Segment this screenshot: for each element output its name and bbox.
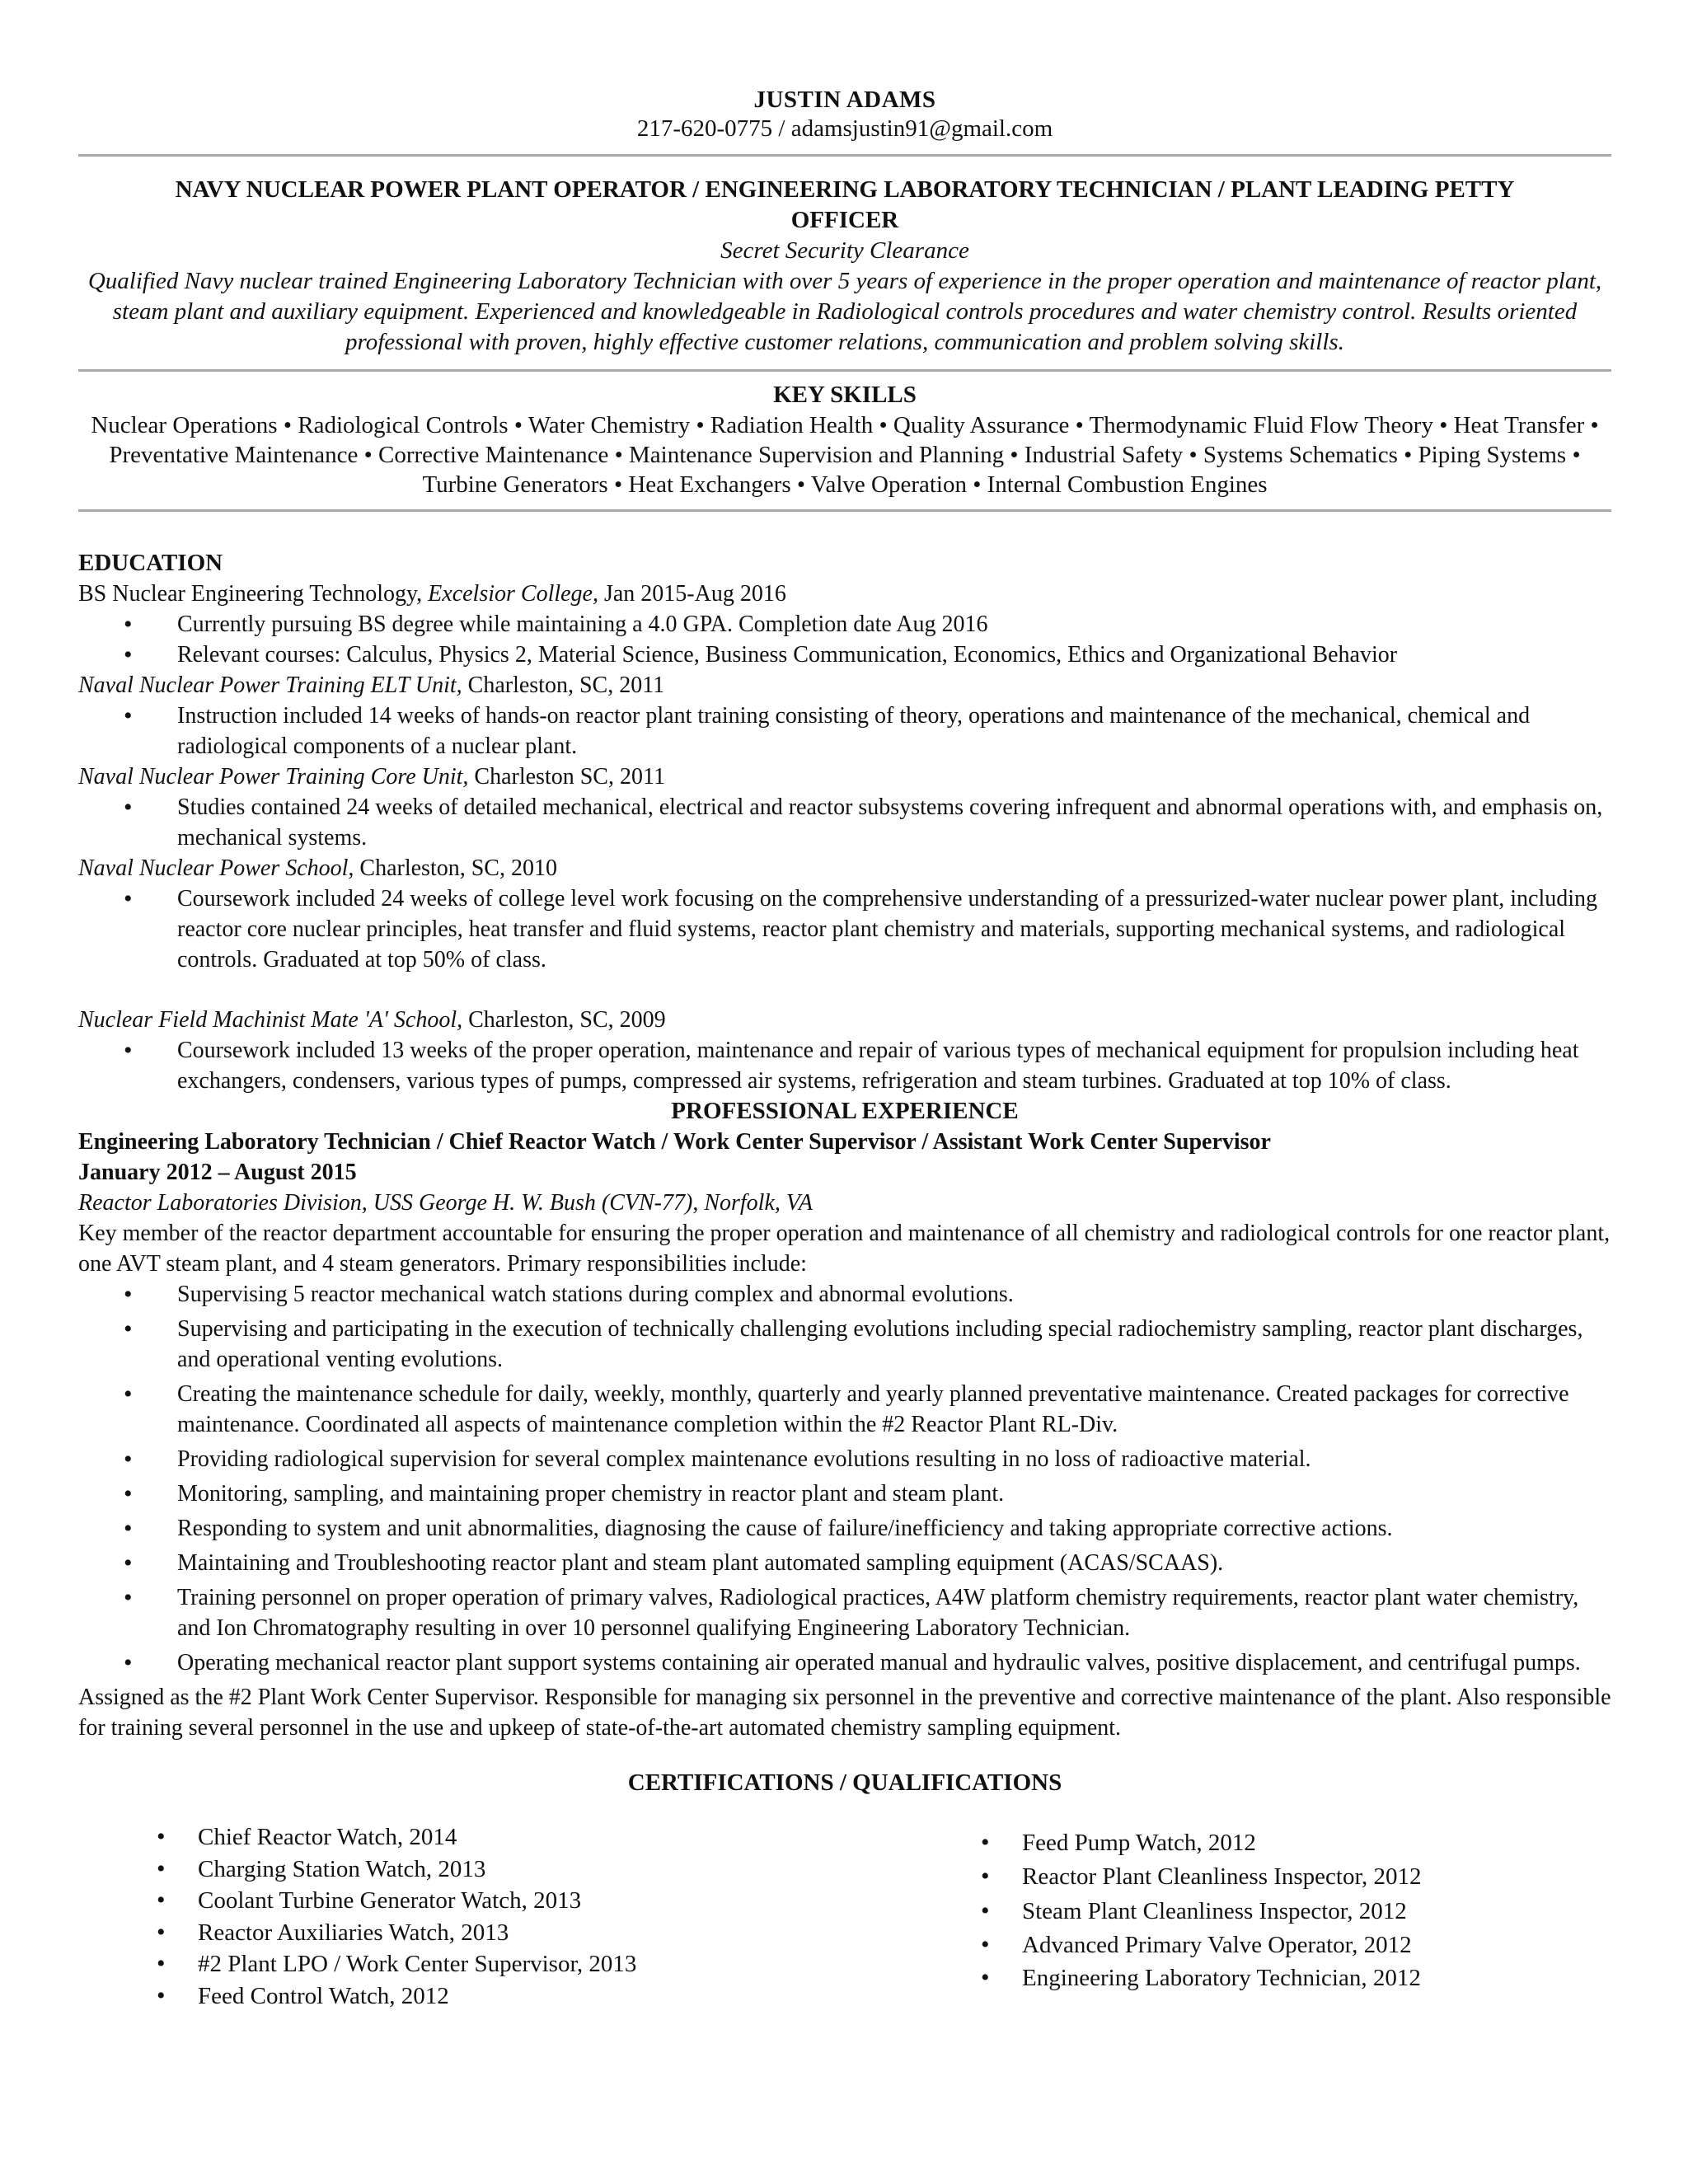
certification-text: Coolant Turbine Generator Watch, 2013 (198, 1887, 582, 1914)
bullet-icon: • (124, 702, 133, 729)
education-dates: Jan 2015-Aug 2016 (598, 581, 786, 607)
bullet-icon: • (157, 1918, 166, 1946)
certification-text: Charging Station Watch, 2013 (198, 1855, 486, 1882)
list-item (903, 1859, 1611, 1894)
bullet-text: Supervising 5 reactor mechanical watch stations during complex and abnormal evolutions. (177, 1282, 1014, 1307)
bullet-text: Coursework included 13 weeks of the proper operation, maintenance and repair of various types of mechanical equipment for propulsion including heat exchangers, condensers, various types of pumps, compressed air systems, refrigeration and steam turbines. Graduated at top 10% of class. (177, 1038, 1579, 1094)
bullet-icon: • (157, 1981, 166, 2009)
bullet-icon: • (981, 1863, 990, 1890)
bullet-text: Instruction included 14 weeks of hands-on reactor plant training consisting of theory, operations and maintenance of the mechanical, chemical and radiological components of a nuclear plant. (177, 703, 1531, 759)
bullet-icon: • (157, 1823, 166, 1850)
education-entry (78, 853, 1611, 975)
candidate-name: JUSTIN ADAMS (753, 87, 936, 113)
certifications-right-column (903, 1826, 1611, 1994)
list-item (903, 1894, 1611, 1929)
list-item (78, 1379, 1611, 1440)
list-item (78, 883, 1611, 975)
bullet-text: Maintaining and Troubleshooting reactor plant and steam plant automated sampling equipment (ACAS/SCAAS). (177, 1550, 1224, 1576)
bullet-icon: • (157, 1854, 166, 1882)
education-dates: Charleston SC, 2011 (468, 764, 665, 790)
experience-role: Engineering Laboratory Technician / Chief Reactor Watch / Work Center Supervisor / Assistant Work Center Supervisor (78, 1129, 1271, 1155)
list-item (903, 1826, 1611, 1859)
education-dates: Charleston, SC, 2011 (462, 673, 665, 698)
bullet-icon: • (981, 1931, 990, 1958)
bullet-icon: • (124, 1315, 133, 1343)
certification-text: Steam Plant Cleanliness Inspector, 2012 (1022, 1898, 1407, 1924)
divider (78, 369, 1611, 372)
education-entry-title (78, 1005, 1611, 1035)
bullet-icon: • (124, 1037, 133, 1064)
bullet-icon: • (981, 1829, 990, 1856)
education-entry-title (78, 579, 1611, 609)
certification-text: Chief Reactor Watch, 2014 (198, 1824, 457, 1850)
list-item (78, 1444, 1611, 1474)
list-item (78, 1279, 1611, 1310)
certification-text: Engineering Laboratory Technician, 2012 (1022, 1965, 1421, 1991)
list-item (78, 1980, 870, 2013)
list-item (78, 1548, 1611, 1578)
institution: Naval Nuclear Power School, (78, 855, 354, 881)
education-heading: EDUCATION (78, 550, 223, 576)
list-item (78, 640, 1611, 670)
list-item (78, 609, 1611, 640)
certification-text: Reactor Auxiliaries Watch, 2013 (198, 1919, 509, 1946)
experience-intro: Key member of the reactor department accountable for ensuring the proper operation and maintenance of all chemistry and radiological controls for one reactor plant, one AVT steam plant, and 4 steam generators. Primary responsibilities include: (78, 1221, 1611, 1277)
education-entry-title (78, 670, 1611, 701)
institution: Nuclear Field Machinist Mate 'A' School, (78, 1007, 463, 1033)
education-bullets (78, 1035, 1611, 1096)
education-entry-title (78, 762, 1611, 792)
education-entry (78, 670, 1611, 762)
bullet-icon: • (124, 1549, 133, 1577)
bullet-icon: • (124, 1446, 133, 1473)
bullet-text: Relevant courses: Calculus, Physics 2, Material Science, Business Communication, Economics, Ethics and Organizational Behavior (177, 642, 1398, 668)
professional-summary: Qualified Navy nuclear trained Engineering Laboratory Technician with over 5 years of experience in the proper operation and maintenance of reactor plant, steam plant and auxiliary equipment. Experienced and knowledgeable in Radiological controls procedures and water chemistry control. Results oriented professional with proven, highly effective customer relations, communication and problem solving skills. (87, 268, 1602, 355)
certifications-right-list (903, 1826, 1611, 1994)
divider (78, 154, 1611, 157)
certification-text: Reactor Plant Cleanliness Inspector, 2012 (1022, 1863, 1422, 1890)
certification-text: Advanced Primary Valve Operator, 2012 (1022, 1932, 1412, 1958)
bullet-icon: • (124, 794, 133, 821)
education-entry (78, 579, 1611, 670)
list-item (903, 1961, 1611, 1994)
education-bullets (78, 792, 1611, 853)
list-item (78, 1314, 1611, 1375)
bullet-text: Responding to system and unit abnormalities, diagnosing the cause of failure/inefficiency and taking appropriate corrective actions. (177, 1516, 1393, 1541)
bullet-text: Coursework included 24 weeks of college level work focusing on the comprehensive understanding of a pressurized-water nuclear power plant, including reactor core nuclear principles, heat transfer and fluid systems, reactor plant chemistry and materials, supporting mechanical systems, and radiological controls. Graduated at top 50% of class. (177, 886, 1598, 972)
bullet-icon: • (124, 1515, 133, 1542)
job-title-line-2: OFFICER (790, 207, 899, 233)
list-item (78, 1854, 870, 1886)
bullet-icon: • (124, 611, 133, 638)
education-dates: Charleston, SC, 2009 (462, 1007, 666, 1033)
experience-closing: Assigned as the #2 Plant Work Center Supervisor. Responsible for managing six personnel in the preventive and corrective maintenance of the plant. Also responsible for training several personnel in the use and upkeep of state-of-the-art automated chemistry sampling equipment. (78, 1685, 1611, 1741)
education-entry (78, 1005, 1611, 1096)
security-clearance: Secret Security Clearance (720, 237, 969, 264)
bullet-text: Training personnel on proper operation of primary valves, Radiological practices, A4W platform chemistry requirements, reactor plant water chemistry, and Ion Chromatography resulting in over 10 personnel qualifying Engineering Laboratory Technician. (177, 1585, 1579, 1641)
experience-heading: PROFESSIONAL EXPERIENCE (671, 1098, 1019, 1124)
bullet-text: Operating mechanical reactor plant support systems containing air operated manual and hydraulic valves, positive displacement, and centrifugal pumps. (177, 1650, 1581, 1675)
education-dates: Charleston, SC, 2010 (354, 855, 557, 881)
list-item (903, 1929, 1611, 1961)
education-bullets (78, 701, 1611, 762)
experience-dates: January 2012 – August 2015 (78, 1160, 357, 1185)
bullet-icon: • (124, 1584, 133, 1611)
experience-organization: Reactor Laboratories Division, USS George H. W. Bush (CVN-77), Norfolk, VA (78, 1190, 814, 1216)
certification-text: Feed Control Watch, 2012 (198, 1982, 449, 2009)
resume-page (78, 87, 1611, 2036)
skills-list: Nuclear Operations • Radiological Controls • Water Chemistry • Radiation Health • Quality Assurance • Thermodynamic Fluid Flow Theory • Heat Transfer • Preventative Maintenance • Corrective Maintenance • Maintenance Supervision and Planning • Industrial Safety • Systems Schematics • Piping Systems • Turbine Generators • Heat Exchangers • Valve Operation • Internal Combustion Engines (91, 412, 1599, 498)
experience-bullets (78, 1279, 1611, 1678)
education-bullets (78, 609, 1611, 670)
bullet-icon: • (124, 1281, 133, 1308)
bullet-text: Providing radiological supervision for several complex maintenance evolutions resulting in no loss of radioactive material. (177, 1446, 1311, 1472)
certifications-left-list (78, 1821, 870, 2012)
bullet-icon: • (124, 885, 133, 912)
bullet-text: Monitoring, sampling, and maintaining proper chemistry in reactor plant and steam plant. (177, 1481, 1005, 1507)
institution: Excelsior College, (428, 581, 598, 607)
divider (78, 509, 1611, 512)
job-title (78, 175, 1611, 236)
bullet-icon: • (124, 1380, 133, 1408)
list-item (78, 1948, 870, 1980)
certification-text: Feed Pump Watch, 2012 (1022, 1830, 1256, 1856)
list-item (78, 1582, 1611, 1643)
list-item (78, 792, 1611, 853)
bullet-text: Creating the maintenance schedule for daily, weekly, monthly, quarterly and yearly planned preventative maintenance. Created packages for corrective maintenance. Coordinated all aspects of maintenance completion within the #2 Reactor Plant RL-Div. (177, 1381, 1569, 1437)
list-item (78, 1917, 870, 1949)
bullet-text: Studies contained 24 weeks of detailed mechanical, electrical and reactor subsystems covering infrequent and abnormal operations with, and emphasis on, mechanical systems. (177, 794, 1603, 851)
certification-text: #2 Plant LPO / Work Center Supervisor, 2013 (198, 1951, 637, 1977)
skills-heading: KEY SKILLS (773, 382, 917, 408)
contact-info: 217-620-0775 / adamsjustin91@gmail.com (636, 115, 1053, 142)
bullet-text: Currently pursuing BS degree while maintaining a 4.0 GPA. Completion date Aug 2016 (177, 612, 988, 637)
degree-name: BS Nuclear Engineering Technology, (78, 581, 429, 607)
certifications-heading: CERTIFICATIONS / QUALIFICATIONS (627, 1769, 1062, 1796)
list-item (78, 1513, 1611, 1544)
bullet-icon: • (981, 1964, 990, 1991)
list-item (78, 1885, 870, 1917)
list-item (78, 1647, 1611, 1678)
spacer (78, 975, 1611, 1005)
education-bullets (78, 883, 1611, 975)
bullet-icon: • (981, 1897, 990, 1924)
list-item (78, 701, 1611, 762)
certifications-left-column (78, 1821, 870, 2012)
bullet-icon: • (124, 1649, 133, 1676)
bullet-icon: • (157, 1886, 166, 1914)
education-entry (78, 762, 1611, 853)
bullet-icon: • (124, 1480, 133, 1507)
list-item (78, 1821, 870, 1854)
job-title-line-1: NAVY NUCLEAR POWER PLANT OPERATOR / ENGINEERING LABORATORY TECHNICIAN / PLANT LEADING PETTY (175, 176, 1515, 203)
institution: Naval Nuclear Power Training Core Unit, (78, 764, 469, 790)
certifications-list (78, 1821, 1611, 2036)
institution: Naval Nuclear Power Training ELT Unit, (78, 673, 462, 698)
list-item (78, 1035, 1611, 1096)
bullet-icon: • (124, 641, 133, 668)
list-item (78, 1479, 1611, 1509)
bullet-text: Supervising and participating in the execution of technically challenging evolutions including special radiochemistry sampling, reactor plant discharges, and operational venting evolutions. (177, 1316, 1583, 1372)
education-entry-title (78, 853, 1611, 883)
bullet-icon: • (157, 1950, 166, 1977)
